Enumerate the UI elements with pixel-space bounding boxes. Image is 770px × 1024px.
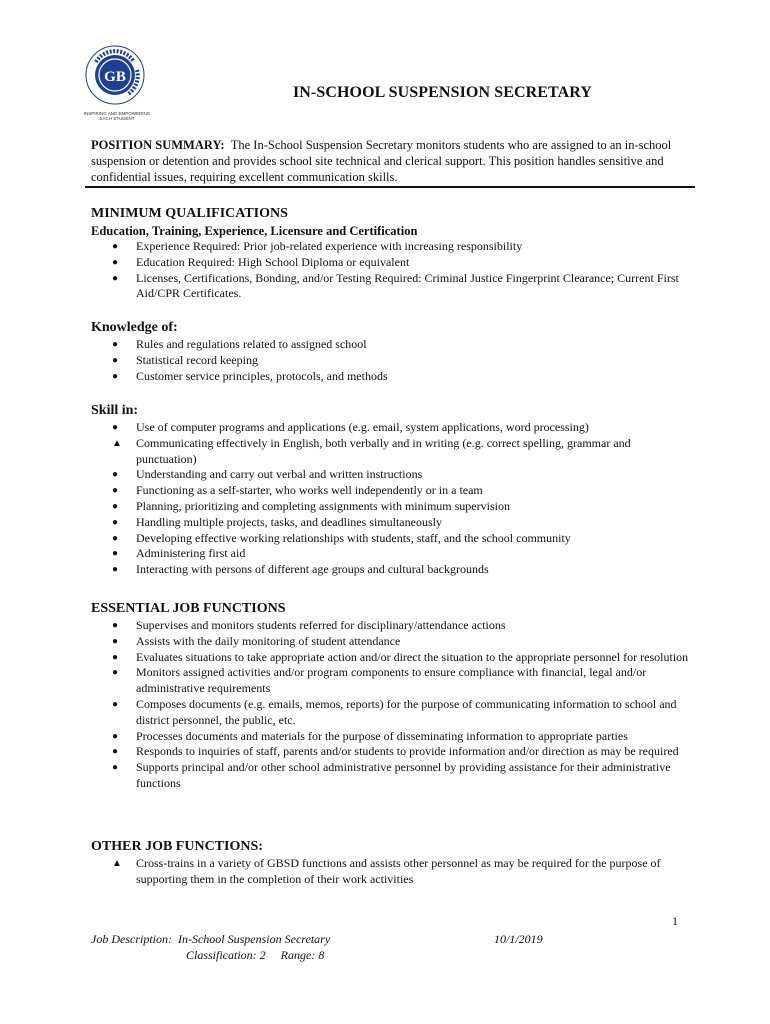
list-item: ● Understanding and carry out verbal and written instructions	[112, 467, 423, 482]
min-qualifications-list	[91, 239, 691, 302]
list-item: ● Rules and regulations related to assigned school	[112, 337, 367, 351]
list-item: ● Evaluates situations to take appropriate action and/or direct the situation to the appropriate personnel for resolution	[112, 649, 689, 664]
knowledge-list	[91, 337, 691, 384]
min-qualifications-heading: MINIMUM QUALIFICATIONS	[91, 206, 288, 221]
list-item: ● Handling multiple projects, tasks, and deadlines simultaneously	[112, 514, 442, 529]
other-functions-heading: OTHER JOB FUNCTIONS:	[91, 839, 263, 854]
footer-job-description	[91, 931, 330, 947]
list-item: ● Assists with the daily monitoring of student attendance	[112, 633, 401, 648]
other-functions-section	[91, 838, 691, 888]
list-item: ● Administering first aid	[112, 546, 246, 561]
footer-label: Job Description:	[91, 932, 172, 946]
essential-functions-list	[91, 618, 691, 792]
list-item: ▲ Communicating effectively in English, both verbally and in writing (e.g. correct spelling, grammar and punctuation)	[112, 435, 631, 466]
footer-classification: Classification: 2 Range: 8	[186, 948, 325, 962]
page-number: 1	[672, 914, 678, 928]
list-item: ● Composes documents (e.g. emails, memos, reports) for the purpose of communicating information to school and district personnel, the public, etc.	[112, 696, 677, 727]
summary-label: POSITION SUMMARY:	[91, 138, 225, 152]
list-item: ● Processes documents and materials for the purpose of disseminating information to appropriate parties	[112, 728, 628, 743]
other-functions-list	[91, 856, 691, 888]
svg-text:GB: GB	[104, 69, 126, 85]
list-item: ● Interacting with persons of different age groups and cultural backgrounds	[112, 562, 489, 577]
list-item: ● Monitors assigned activities and/or program components to ensure compliance with financial, legal and/or administrative requirements	[112, 665, 647, 696]
essential-functions-section	[91, 600, 691, 792]
skill-section	[91, 402, 691, 578]
list-item: ● Planning, prioritizing and completing assignments with minimum supervision	[112, 498, 510, 513]
district-logo	[84, 42, 146, 122]
list-item: ● Supports principal and/or other school administrative personnel by providing assistance for their administrative functions	[112, 760, 671, 790]
list-item: ● Customer service principles, protocols, and methods	[112, 368, 388, 383]
list-item: ● Experience Required: Prior job-related experience with increasing responsibility	[112, 239, 523, 253]
logo-tagline: INSPIRING AND EMPOWERING EACH STUDENT	[83, 111, 151, 121]
list-item: ● Functioning as a self-starter, who works well independently or in a team	[112, 483, 483, 498]
footer-job-title: In-School Suspension Secretary	[177, 932, 331, 946]
footer-date: 10/1/2019	[494, 932, 543, 946]
list-item: ● Supervises and monitors students referred for disciplinary/attendance actions	[112, 618, 506, 632]
list-item: ● Licenses, Certifications, Bonding, and/or Testing Required: Criminal Justice Fingerprint Clearance; Current First Aid/CPR Certificates.	[112, 270, 679, 301]
essential-functions-heading: ESSENTIAL JOB FUNCTIONS	[91, 601, 286, 616]
divider	[85, 186, 695, 188]
list-item: ● Responds to inquiries of staff, parents and/or students to provide information and/or direction as may be required	[112, 744, 679, 759]
min-qualifications-section	[91, 205, 691, 302]
position-summary	[91, 137, 691, 185]
min-qualifications-subheading: Education, Training, Experience, Licensure and Certification	[91, 224, 418, 238]
knowledge-section	[91, 319, 691, 384]
list-item: ● Use of computer programs and applications (e.g. email, system applications, word processing)	[112, 420, 589, 434]
list-item: ● Education Required: High School Diploma or equivalent	[112, 254, 410, 269]
summary-text: The In-School Suspension Secretary monitors students who are assigned to an in-school suspension or detention and provides school site technical and clerical support. This position handles sensitive and confidential issues, requiring excellent communication skills.	[91, 138, 672, 184]
page-title: IN-SCHOOL SUSPENSION SECRETARY	[292, 84, 593, 101]
skill-heading: Skill in:	[91, 403, 139, 418]
skill-list	[91, 420, 691, 578]
list-item: ● Statistical record keeping	[112, 352, 258, 367]
list-item: ● Developing effective working relationships with students, staff, and the school community	[112, 530, 571, 545]
list-item: ▲ Cross-trains in a variety of GBSD functions and assists other personnel as may be required for the purpose of supporting them in the completion of their work activities	[112, 856, 661, 886]
knowledge-heading: Knowledge of:	[91, 320, 178, 335]
